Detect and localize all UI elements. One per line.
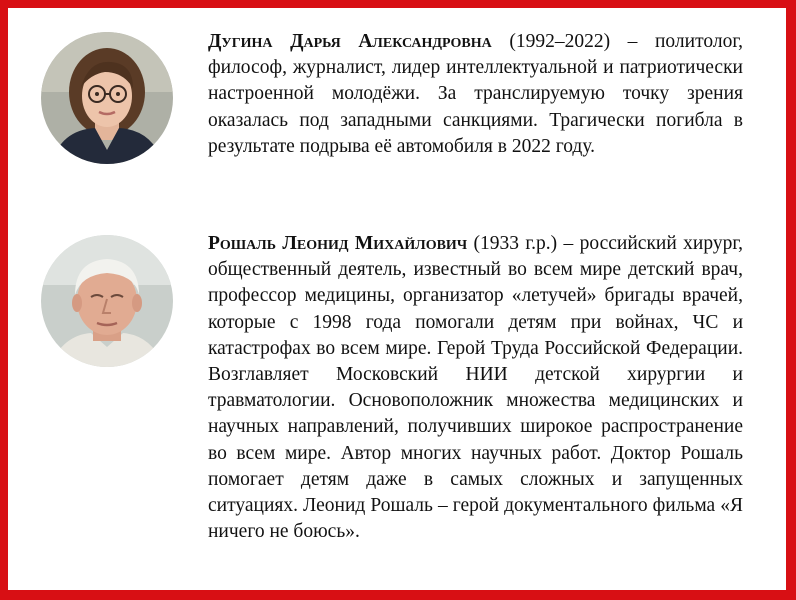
portrait-woman-icon [41, 32, 173, 164]
bio-roshal [208, 231, 743, 545]
bio-years: (1992–2022) [509, 31, 611, 52]
bio-dugina [208, 29, 743, 160]
portrait-man-icon [41, 235, 173, 367]
bio-name: Дугина Дарья Александровна [208, 31, 492, 52]
bio-years: (1933 г.р.) [473, 233, 558, 254]
page [8, 8, 786, 590]
bio-name: Рошаль Леонид Михайлович [208, 233, 468, 254]
bio-text: – российский хирург, общественный деятель, известный во всем мире детский врач, профессор медицины, организатор «летучей» бригады врачей, которые с 1998 года помогали детям при войнах, ЧС и катастрофах во всем мире. Герой Труда Российской Федерации. Возглавляет Московский НИИ детской хирургии и травматологии. Основоположник множества медицинских и научных направлений, получивших широкое распространение во всем мире. Автор многих научных работ. Доктор Рошаль помогает детям даже в самых сложных и запущенных ситуациях. Леонид Рошаль – герой документального фильма «Я ничего не боюсь». [208, 233, 744, 543]
bio-text: – политолог, философ, журналист, лидер интеллектуальной и патриотически настроенной молодёжи. За транслируемую точку зрения оказалась под западными санкциями. Трагически погибла в результате подрыва её автомобиля в 2022 году. [208, 31, 743, 157]
